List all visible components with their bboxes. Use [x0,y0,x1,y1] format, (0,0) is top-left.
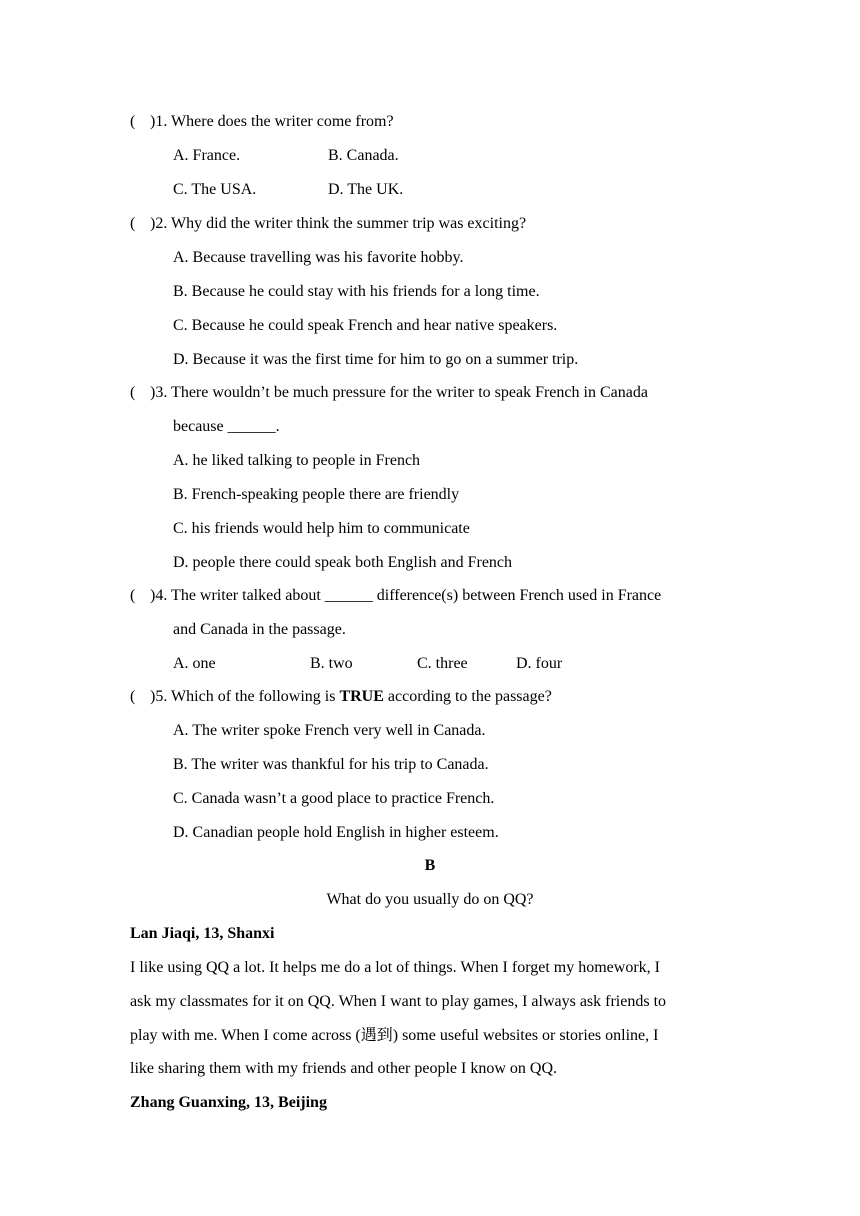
entry-author: Lan Jiaqi, 13, Shanxi [130,925,275,942]
emphasis-true: TRUE [339,688,384,705]
option-b: B. French-speaking people there are friendly [173,486,460,503]
option-c: C. three [417,655,468,672]
option-b: B. Because he could stay with his friends for a long time. [173,283,540,300]
option-d: D. people there could speak both English and French [173,554,513,571]
answer-bracket: ( [130,587,136,604]
question-text-end: according to the passage? [383,688,552,705]
option-a: A. Because travelling was his favorite hobby. [173,249,464,266]
option-d: D. Canadian people hold English in higher esteem. [173,824,499,841]
paragraph-line: like sharing them with my friends and other people I know on QQ. [130,1060,558,1077]
question-3-stem-continued: because ______. [173,418,280,435]
question-text: )5. Which of the following is [150,688,340,705]
question-text: )4. The writer talked about ______ difference(s) between French used in France [150,587,662,604]
option-a: A. one [173,655,216,672]
question-text: )2. Why did the writer think the summer trip was exciting? [150,215,527,232]
question-4-stem-continued: and Canada in the passage. [173,621,346,638]
paragraph-line: ask my classmates for it on QQ. When I want to play games, I always ask friends to [130,993,667,1010]
paragraph-line: play with me. When I come across (遇到) some useful websites or stories online, I [130,1027,659,1044]
option-a: A. he liked talking to people in French [173,452,421,469]
option-c: C. his friends would help him to communicate [173,520,470,537]
section-letter: B [424,857,436,874]
answer-bracket: ( [130,688,136,705]
question-1-stem [130,112,394,132]
option-d: D. Because it was the first time for him to go on a summer trip. [173,351,579,368]
paragraph-line: I like using QQ a lot. It helps me do a lot of things. When I forget my homework, I [130,959,660,976]
option-a: A. The writer spoke French very well in Canada. [173,722,486,739]
question-2-stem [130,214,526,234]
option-c: C. Canada wasn’t a good place to practice French. [173,790,495,807]
question-3-stem [130,383,648,403]
option-d: D. four [516,655,563,672]
option-c: C. Because he could speak French and hear native speakers. [173,317,558,334]
question-text: )3. There wouldn’t be much pressure for the writer to speak French in Canada [150,384,648,401]
option-a: A. France. [173,147,241,164]
answer-bracket: ( [130,113,136,130]
section-title: What do you usually do on QQ? [326,891,534,908]
answer-bracket: ( [130,384,136,401]
option-b: B. two [310,655,353,672]
option-b: B. The writer was thankful for his trip to Canada. [173,756,489,773]
option-d: D. The UK. [328,181,404,198]
question-5-stem [130,687,552,707]
entry-author: Zhang Guanxing, 13, Beijing [130,1094,327,1111]
option-b: B. Canada. [328,147,399,164]
question-text: )1. Where does the writer come from? [150,113,394,130]
question-4-stem [130,586,661,606]
option-c: C. The USA. [173,181,257,198]
answer-bracket: ( [130,215,136,232]
